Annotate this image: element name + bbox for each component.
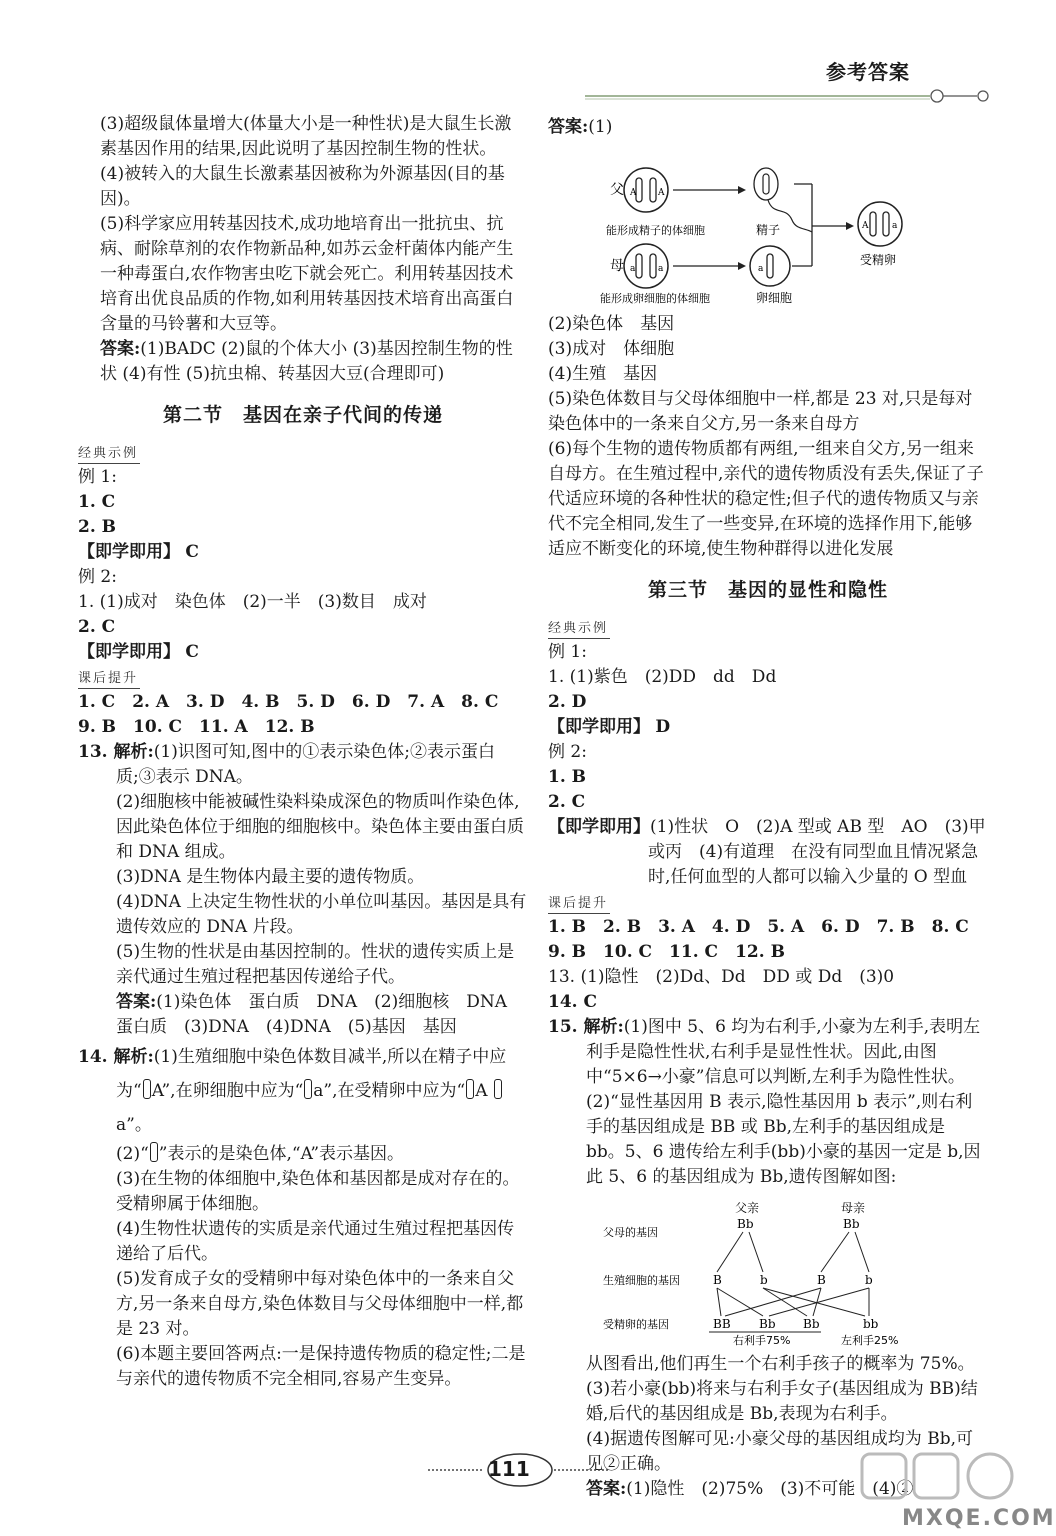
chromosome-icon bbox=[494, 1079, 502, 1099]
right-column bbox=[548, 115, 988, 1502]
mother-cell-label: 能形成卵细胞的体细胞 bbox=[600, 292, 710, 305]
left-column bbox=[78, 112, 528, 1392]
egg-label: 卵细胞 bbox=[756, 291, 793, 305]
row-label: 父母的基因 bbox=[603, 1226, 658, 1239]
chromosome bbox=[650, 178, 656, 202]
analysis-line: (5)发育成子女的受精卵中每对染色体中的一条来自父方,另一条来自母方,染色体数目与父母体细胞中一样,都是 23 对。 bbox=[116, 1269, 524, 1339]
header-label: 参考答案 bbox=[826, 60, 910, 84]
sperm-icon bbox=[754, 168, 778, 200]
answer-label: 答案: bbox=[100, 339, 141, 359]
gene-label: a bbox=[892, 221, 898, 231]
analysis-text: ”表示的是染色体,“A”表示基因。 bbox=[158, 1144, 405, 1164]
gene-text: A”,在卵细胞中应为“ bbox=[151, 1081, 304, 1101]
answer-text: (1)BADC (2)鼠的个体大小 (3)基因控制生物的性状 (4)有性 (5)抗虫棉、转基因大豆(合理即可) bbox=[100, 339, 513, 384]
answer-line: 1. (1)紫色 (2)DD dd Dd bbox=[548, 667, 777, 687]
offspring: bb bbox=[863, 1317, 879, 1331]
mc-row: 9. B 10. C 11. C 12. B bbox=[548, 942, 785, 962]
apply-answer: D bbox=[655, 717, 671, 737]
paragraph: (5)科学家应用转基因技术,成功地培育出一批抗虫、抗病、耐除草剂的农作物新品种,如苏云金杆菌体内能产生一种毒蛋白,农作物害虫吃下就会死亡。利用转基因技术培育出优良品质的作物,如利用转基因技术培育出高蛋白含量的马铃薯和大豆等。 bbox=[100, 214, 514, 334]
chromosome-icon bbox=[466, 1079, 474, 1099]
apply-label: 【即学即用】 bbox=[78, 642, 180, 662]
analysis-line: (4)据遗传图解可见:小豪父母的基因组成均为 Bb,可见②正确。 bbox=[586, 1429, 973, 1474]
question-label: 15. 解析: bbox=[548, 1017, 624, 1037]
chromosome-icon bbox=[150, 1142, 158, 1162]
inheritance-cross-diagram bbox=[603, 1194, 933, 1347]
analysis-line: (3)若小豪(bb)将来与右利手女子(基因组成为 BB)结婚,后代的基因组成是 Bb,表现为右利手。 bbox=[586, 1379, 978, 1424]
chromosome bbox=[650, 254, 656, 278]
gene-text: a”。 bbox=[116, 1115, 152, 1135]
answer-line: 1. (1)成对 染色体 (2)一半 (3)数目 成对 bbox=[78, 592, 427, 612]
section-title: 第二节 基因在亲子代间的传递 bbox=[162, 404, 443, 426]
mc-row: 1. B 2. B 3. A 4. D 5. A 6. D 7. B 8. C bbox=[548, 917, 969, 937]
example-heading: 例 1: bbox=[78, 467, 117, 487]
father-label: 父 bbox=[610, 182, 624, 198]
gene-label: a bbox=[758, 264, 764, 274]
offspring: Bb bbox=[803, 1317, 820, 1331]
answer-line: (4)生殖 基因 bbox=[548, 364, 658, 384]
analysis-line: (6)本题主要回答两点:一是保持遗传物质的稳定性;二是与亲代的遗传物质不完全相同,容易产生变异。 bbox=[116, 1344, 526, 1389]
analysis-text: (1)识图可知,图中的①表示染色体;②表示蛋白质;③表示 DNA。 bbox=[116, 742, 495, 787]
gene-label: A bbox=[630, 188, 637, 198]
analysis-line: (4)DNA 上决定生物性状的小单位叫基因。基因是具有遗传效应的 DNA 片段。 bbox=[116, 892, 527, 937]
paragraph: (4)被转入的大鼠生长激素基因被称为外源基因(目的基因)。 bbox=[100, 164, 505, 209]
answer-line: 14. C bbox=[548, 992, 598, 1012]
answer-text: (1)隐性 (2)75% (3)不可能 (4)② bbox=[626, 1479, 914, 1499]
offspring: BB bbox=[713, 1317, 731, 1331]
chromosome bbox=[636, 178, 642, 202]
example-heading: 例 1: bbox=[548, 642, 587, 662]
example-heading: 例 2: bbox=[78, 567, 117, 587]
example-heading: 例 2: bbox=[548, 742, 587, 762]
apply-label: 【即学即用】 bbox=[548, 817, 650, 837]
chromosome-icon bbox=[304, 1079, 312, 1099]
apply-answer: C bbox=[185, 542, 199, 562]
mother-label: 母 bbox=[610, 258, 624, 274]
apply-label: 【即学即用】 bbox=[548, 717, 650, 737]
genotype: Bb bbox=[737, 1217, 754, 1231]
answer-line: 2. C bbox=[548, 792, 586, 812]
gamete: b bbox=[760, 1273, 768, 1287]
answer-line: 1. B bbox=[548, 767, 587, 787]
gamete: b bbox=[865, 1273, 873, 1287]
question-label: 13. 解析: bbox=[78, 742, 154, 762]
gene-label: a bbox=[630, 264, 636, 274]
analysis-line: (3)在生物的体细胞中,染色体和基因都是成对存在的。受精卵属于体细胞。 bbox=[116, 1169, 520, 1214]
ratio-label: 左利手25% bbox=[841, 1334, 899, 1347]
mc-row: 1. C 2. A 3. D 4. B 5. D 6. D 7. A 8. C bbox=[78, 692, 499, 712]
row-label: 生殖细胞的基因 bbox=[603, 1274, 680, 1287]
father-cell-label: 能形成精子的体细胞 bbox=[606, 224, 705, 237]
answer-line: 2. C bbox=[78, 617, 116, 637]
answer-line: (6)每个生物的遗传物质都有两组,一组来自父方,另一组来自母方。在生殖过程中,亲代的遗传物质没有丢失,保证了子代适应环境的各种性状的稳定性;但子代的遗传物质又与亲代不完全相同,发生了一些变异,在环境的选择作用下,能够适应不断变化的环境,使生物种群得以进化发展 bbox=[548, 439, 984, 559]
gene-label: A bbox=[658, 188, 665, 198]
gene-label: a bbox=[658, 264, 664, 274]
answer-line: 2. B bbox=[78, 517, 117, 537]
gamete: B bbox=[713, 1273, 722, 1287]
genotype: Bb bbox=[843, 1217, 860, 1231]
header-rule bbox=[585, 86, 995, 106]
answer-line: (2)染色体 基因 bbox=[548, 314, 675, 334]
analysis-line: (4)生物性状遗传的实质是亲代通过生殖过程把基因传递给了后代。 bbox=[116, 1219, 515, 1264]
analysis-line: (3)DNA 是生物体内最主要的遗传物质。 bbox=[116, 867, 425, 887]
sperm-label: 精子 bbox=[756, 223, 781, 237]
answer-label: 答案: bbox=[548, 117, 589, 137]
analysis-text: (1)生殖细胞中染色体数目减半,所以在精子中应为“ bbox=[116, 1047, 507, 1101]
analysis-line: (2)“显性基因用 B 表示,隐性基因用 b 表示”,则右利手的基因组成是 BB 或 Bb,左利手的基因组成是 bb。5、6 遗传给左利手(bb)小豪的基因一定是 b,因此 5、6 的基因组成为 Bb,遗传图解如图: bbox=[586, 1092, 981, 1187]
answer-label: 答案: bbox=[586, 1479, 627, 1499]
gene-text: a”,在受精卵中应为“ bbox=[313, 1081, 466, 1101]
offspring: Bb bbox=[759, 1317, 776, 1331]
analysis-text: (2)“ bbox=[116, 1144, 149, 1164]
answer-line: 13. (1)隐性 (2)Dd、Dd DD 或 Dd (3)0 bbox=[548, 967, 895, 987]
chromosome-icon bbox=[143, 1079, 151, 1099]
egg-cell bbox=[750, 246, 790, 286]
answer-line: 1. C bbox=[78, 492, 116, 512]
analysis-line: (5)生物的性状是由基因控制的。性状的遗传实质上是亲代通过生殖过程把基因传递给子代。 bbox=[116, 942, 515, 987]
answer-line: (3)成对 体细胞 bbox=[548, 339, 675, 359]
fertilization-diagram bbox=[598, 144, 978, 304]
mc-row: 9. B 10. C 11. A 12. B bbox=[78, 717, 315, 737]
answer-text: (1)染色体 蛋白质 DNA (2)细胞核 DNA 蛋白质 (3)DNA (4)DNA (5)基因 基因 bbox=[116, 992, 525, 1037]
answer-text: (1) bbox=[588, 117, 613, 137]
answer-line: 2. D bbox=[548, 692, 587, 712]
chromosome bbox=[636, 254, 642, 278]
zygote-label: 受精卵 bbox=[860, 253, 897, 267]
section-title: 第三节 基因的显性和隐性 bbox=[647, 579, 888, 601]
gene-text: A bbox=[475, 1081, 488, 1101]
mother-label: 母亲 bbox=[841, 1201, 866, 1215]
page-number: 111 bbox=[488, 1457, 530, 1481]
tag-after-class: 课后提升 bbox=[78, 671, 140, 689]
analysis-line: 从图看出,他们再生一个右利手孩子的概率为 75%。 bbox=[586, 1354, 975, 1374]
apply-label: 【即学即用】 bbox=[78, 542, 180, 562]
ratio-label: 右利手75% bbox=[733, 1334, 791, 1347]
gene-label: A bbox=[862, 221, 869, 231]
gamete: B bbox=[817, 1273, 826, 1287]
tag-examples: 经典示例 bbox=[548, 621, 610, 639]
watermark-text: MXQE.COM bbox=[902, 1506, 1056, 1531]
row-label: 受精卵的基因 bbox=[603, 1318, 669, 1331]
tag-examples: 经典示例 bbox=[78, 446, 140, 464]
analysis-text: (1)图中 5、6 均为右利手,小豪为左利手,表明左利手是隐性性状,右利手是显性性状。因此,由图中“5×6→小豪”信息可以判断,左利手为隐性性状。 bbox=[586, 1017, 981, 1087]
analysis-line: (2)细胞核中能被碱性染料染成深色的物质叫作染色体,因此染色体位于细胞的细胞核中。染色体主要由蛋白质和 DNA 组成。 bbox=[116, 792, 524, 862]
answer-label: 答案: bbox=[116, 992, 157, 1012]
answer-line: (5)染色体数目与父母体细胞中一样,都是 23 对,只是每对染色体中的一条来自父方,另一条来自母方 bbox=[548, 389, 973, 434]
apply-answer: (1)性状 O (2)A 型或 AB 型 AO (3)甲或丙 (4)有道理 在没有同型血且情况紧急时,任何血型的人都可以输入少量的 O 型血 bbox=[648, 817, 986, 887]
father-label: 父亲 bbox=[735, 1201, 760, 1215]
paragraph: (3)超级鼠体量增大(体量大小是一种性状)是大鼠生长激素基因作用的结果,因此说明了基因控制生物的性状。 bbox=[100, 114, 512, 159]
question-label: 14. 解析: bbox=[78, 1047, 154, 1067]
tag-after-class: 课后提升 bbox=[548, 896, 610, 914]
apply-answer: C bbox=[185, 642, 199, 662]
